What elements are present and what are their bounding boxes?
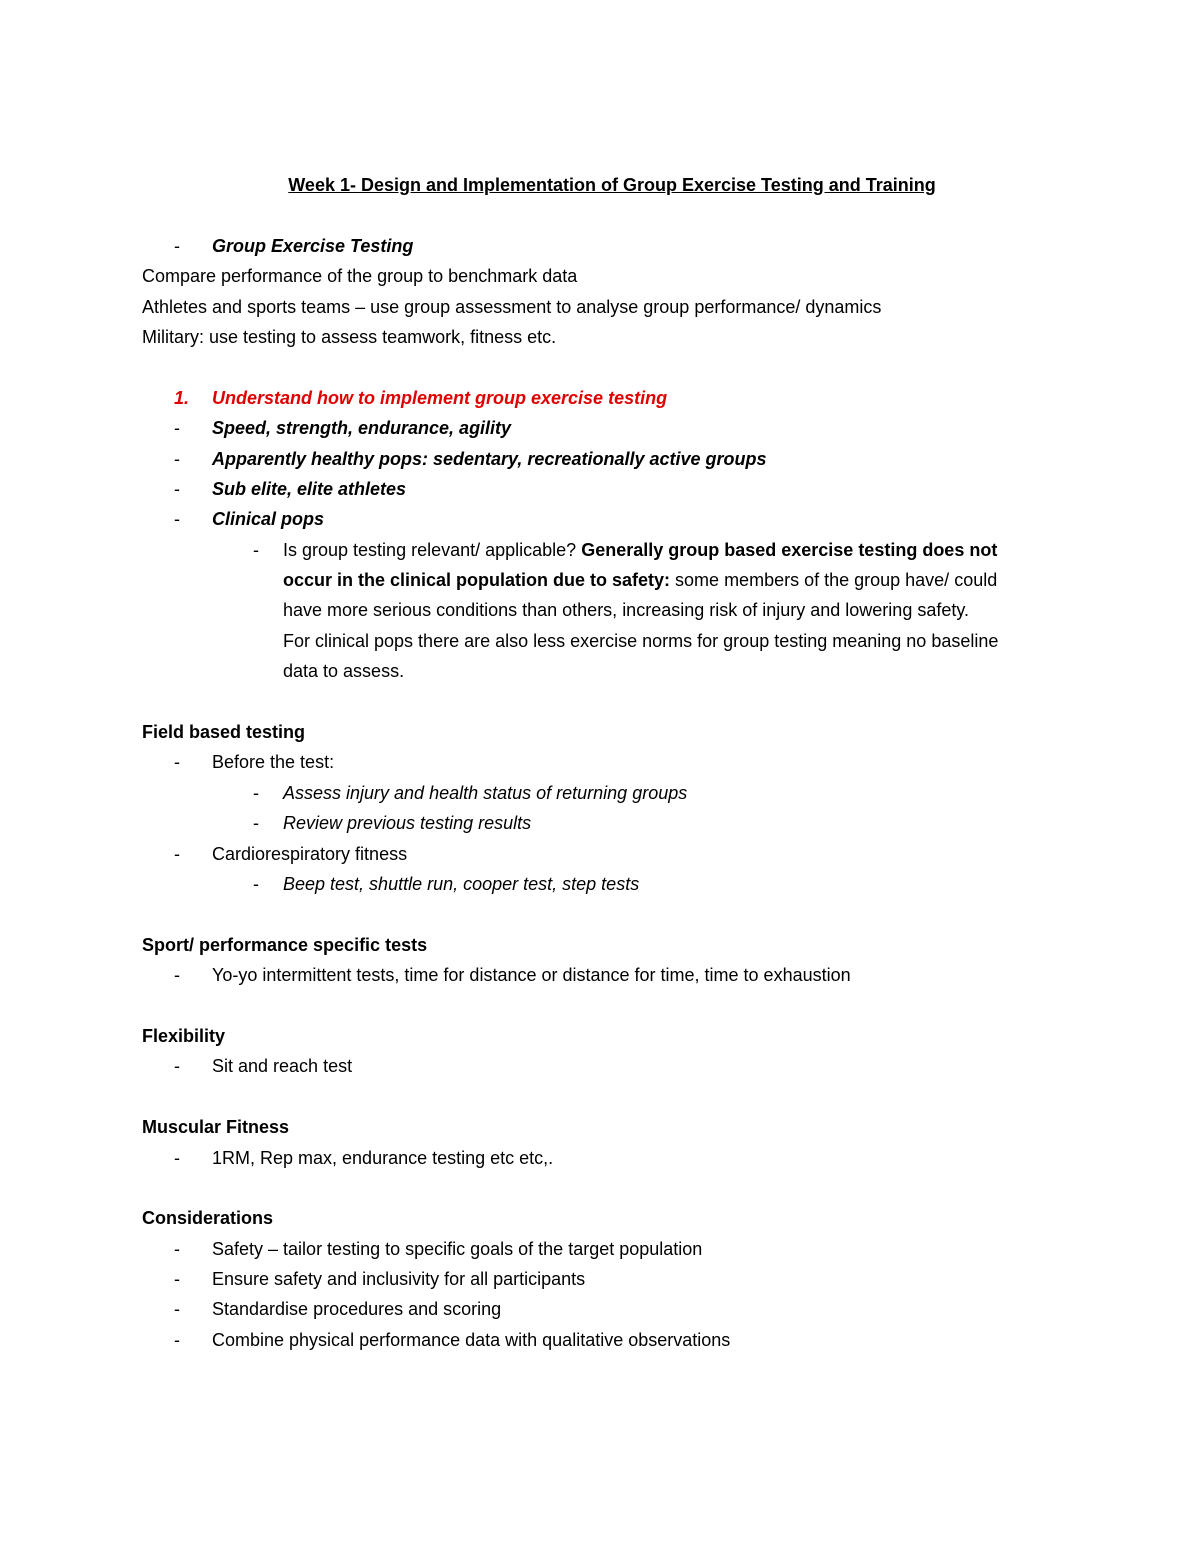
- bullet-dash: -: [174, 1299, 180, 1320]
- sport-heading: Sport/ performance specific tests: [142, 934, 428, 955]
- bullet-dash: -: [174, 843, 180, 864]
- bullet-dash: -: [253, 539, 259, 560]
- bullet-dash: -: [174, 752, 180, 773]
- field-item: [142, 747, 1082, 777]
- bullet-dash: -: [174, 478, 180, 499]
- bullet-dash: -: [174, 235, 180, 256]
- clinical-note-line2: [142, 565, 1082, 595]
- section1-item-text: Clinical pops: [212, 509, 325, 530]
- field-item: [142, 839, 1082, 869]
- considerations-item: [142, 1325, 1082, 1355]
- clinical-note-line3: have more serious conditions than others, increasing risk of injury and lowering safety.: [283, 600, 970, 621]
- bullet-dash: -: [174, 509, 180, 530]
- bullet-dash: -: [174, 1238, 180, 1259]
- section1-item-text: Sub elite, elite athletes: [212, 478, 407, 499]
- section1-heading: Understand how to implement group exercise testing: [212, 387, 668, 408]
- bullet-dash: -: [253, 813, 259, 834]
- section1-item: [142, 504, 1082, 534]
- clinical-note-line2-rest: some members of the group have/ could: [670, 570, 998, 591]
- flexibility-item-text: Sit and reach test: [212, 1056, 353, 1077]
- bullet-dash: -: [253, 873, 259, 894]
- field-cardio: Cardiorespiratory fitness: [212, 843, 408, 864]
- bullet-dash: -: [174, 965, 180, 986]
- clinical-note-line2-bold: occur in the clinical population due to safety:: [283, 570, 671, 591]
- bullet-dash: -: [174, 448, 180, 469]
- clinical-note-line5: data to assess.: [283, 661, 405, 682]
- flexibility-item: [142, 1051, 1082, 1081]
- considerations-item-text: Safety – tailor testing to specific goals of the target population: [212, 1238, 703, 1259]
- intro-heading-row: [142, 231, 1082, 261]
- field-subitem: [142, 778, 1082, 808]
- clinical-note-line4: For clinical pops there are also less exercise norms for group testing meaning no baseline: [283, 630, 999, 651]
- field-before-item: Review previous testing results: [283, 813, 532, 834]
- bullet-dash: -: [174, 1056, 180, 1077]
- considerations-item-text: Combine physical performance data with qualitative observations: [212, 1329, 731, 1350]
- intro-line: Military: use testing to assess teamwork, fitness etc.: [142, 326, 557, 347]
- considerations-item: [142, 1234, 1082, 1264]
- clinical-note-part1: Is group testing relevant/ applicable?: [283, 539, 582, 560]
- section1-number: 1.: [174, 387, 190, 408]
- sport-item: [142, 960, 1082, 990]
- section1-heading-row: [142, 383, 1082, 413]
- document-content: [142, 170, 1082, 1355]
- bullet-dash: -: [174, 418, 180, 439]
- field-heading: Field based testing: [142, 722, 306, 743]
- bullet-dash: -: [174, 1147, 180, 1168]
- clinical-note-line1: [283, 535, 997, 565]
- intro-line: Athletes and sports teams – use group assessment to analyse group performance/ dynamics: [142, 296, 882, 317]
- considerations-heading: Considerations: [142, 1208, 274, 1229]
- clinical-note-row: [142, 535, 1082, 565]
- document-title: Week 1- Design and Implementation of Group Exercise Testing and Training: [288, 175, 936, 195]
- field-before: Before the test:: [212, 752, 335, 773]
- sport-item-text: Yo-yo intermittent tests, time for distance or distance for time, time to exhaustion: [212, 965, 851, 986]
- considerations-item-text: Standardise procedures and scoring: [212, 1299, 502, 1320]
- considerations-item: [142, 1294, 1082, 1324]
- intro-heading: Group Exercise Testing: [212, 235, 414, 256]
- bullet-dash: -: [174, 1269, 180, 1290]
- muscular-heading: Muscular Fitness: [142, 1117, 290, 1138]
- considerations-item: [142, 1264, 1082, 1294]
- bullet-dash: -: [174, 1329, 180, 1350]
- considerations-item-text: Ensure safety and inclusivity for all participants: [212, 1269, 586, 1290]
- field-cardio-item: Beep test, shuttle run, cooper test, step tests: [283, 873, 640, 894]
- section1-item: [142, 474, 1082, 504]
- section1-item: [142, 413, 1082, 443]
- intro-line: Compare performance of the group to benchmark data: [142, 266, 578, 287]
- section1-item-text: Apparently healthy pops: sedentary, recreationally active groups: [212, 448, 767, 469]
- field-before-item: Assess injury and health status of returning groups: [283, 782, 688, 803]
- section1-item-text: Speed, strength, endurance, agility: [212, 418, 512, 439]
- bullet-dash: -: [253, 782, 259, 803]
- flexibility-heading: Flexibility: [142, 1025, 226, 1046]
- field-subitem: [142, 808, 1082, 838]
- field-subitem: [142, 869, 1082, 899]
- clinical-note-part2: Generally group based exercise testing does not: [581, 539, 998, 560]
- muscular-item-text: 1RM, Rep max, endurance testing etc etc,.: [212, 1147, 554, 1168]
- section1-item: [142, 444, 1082, 474]
- muscular-item: [142, 1143, 1082, 1173]
